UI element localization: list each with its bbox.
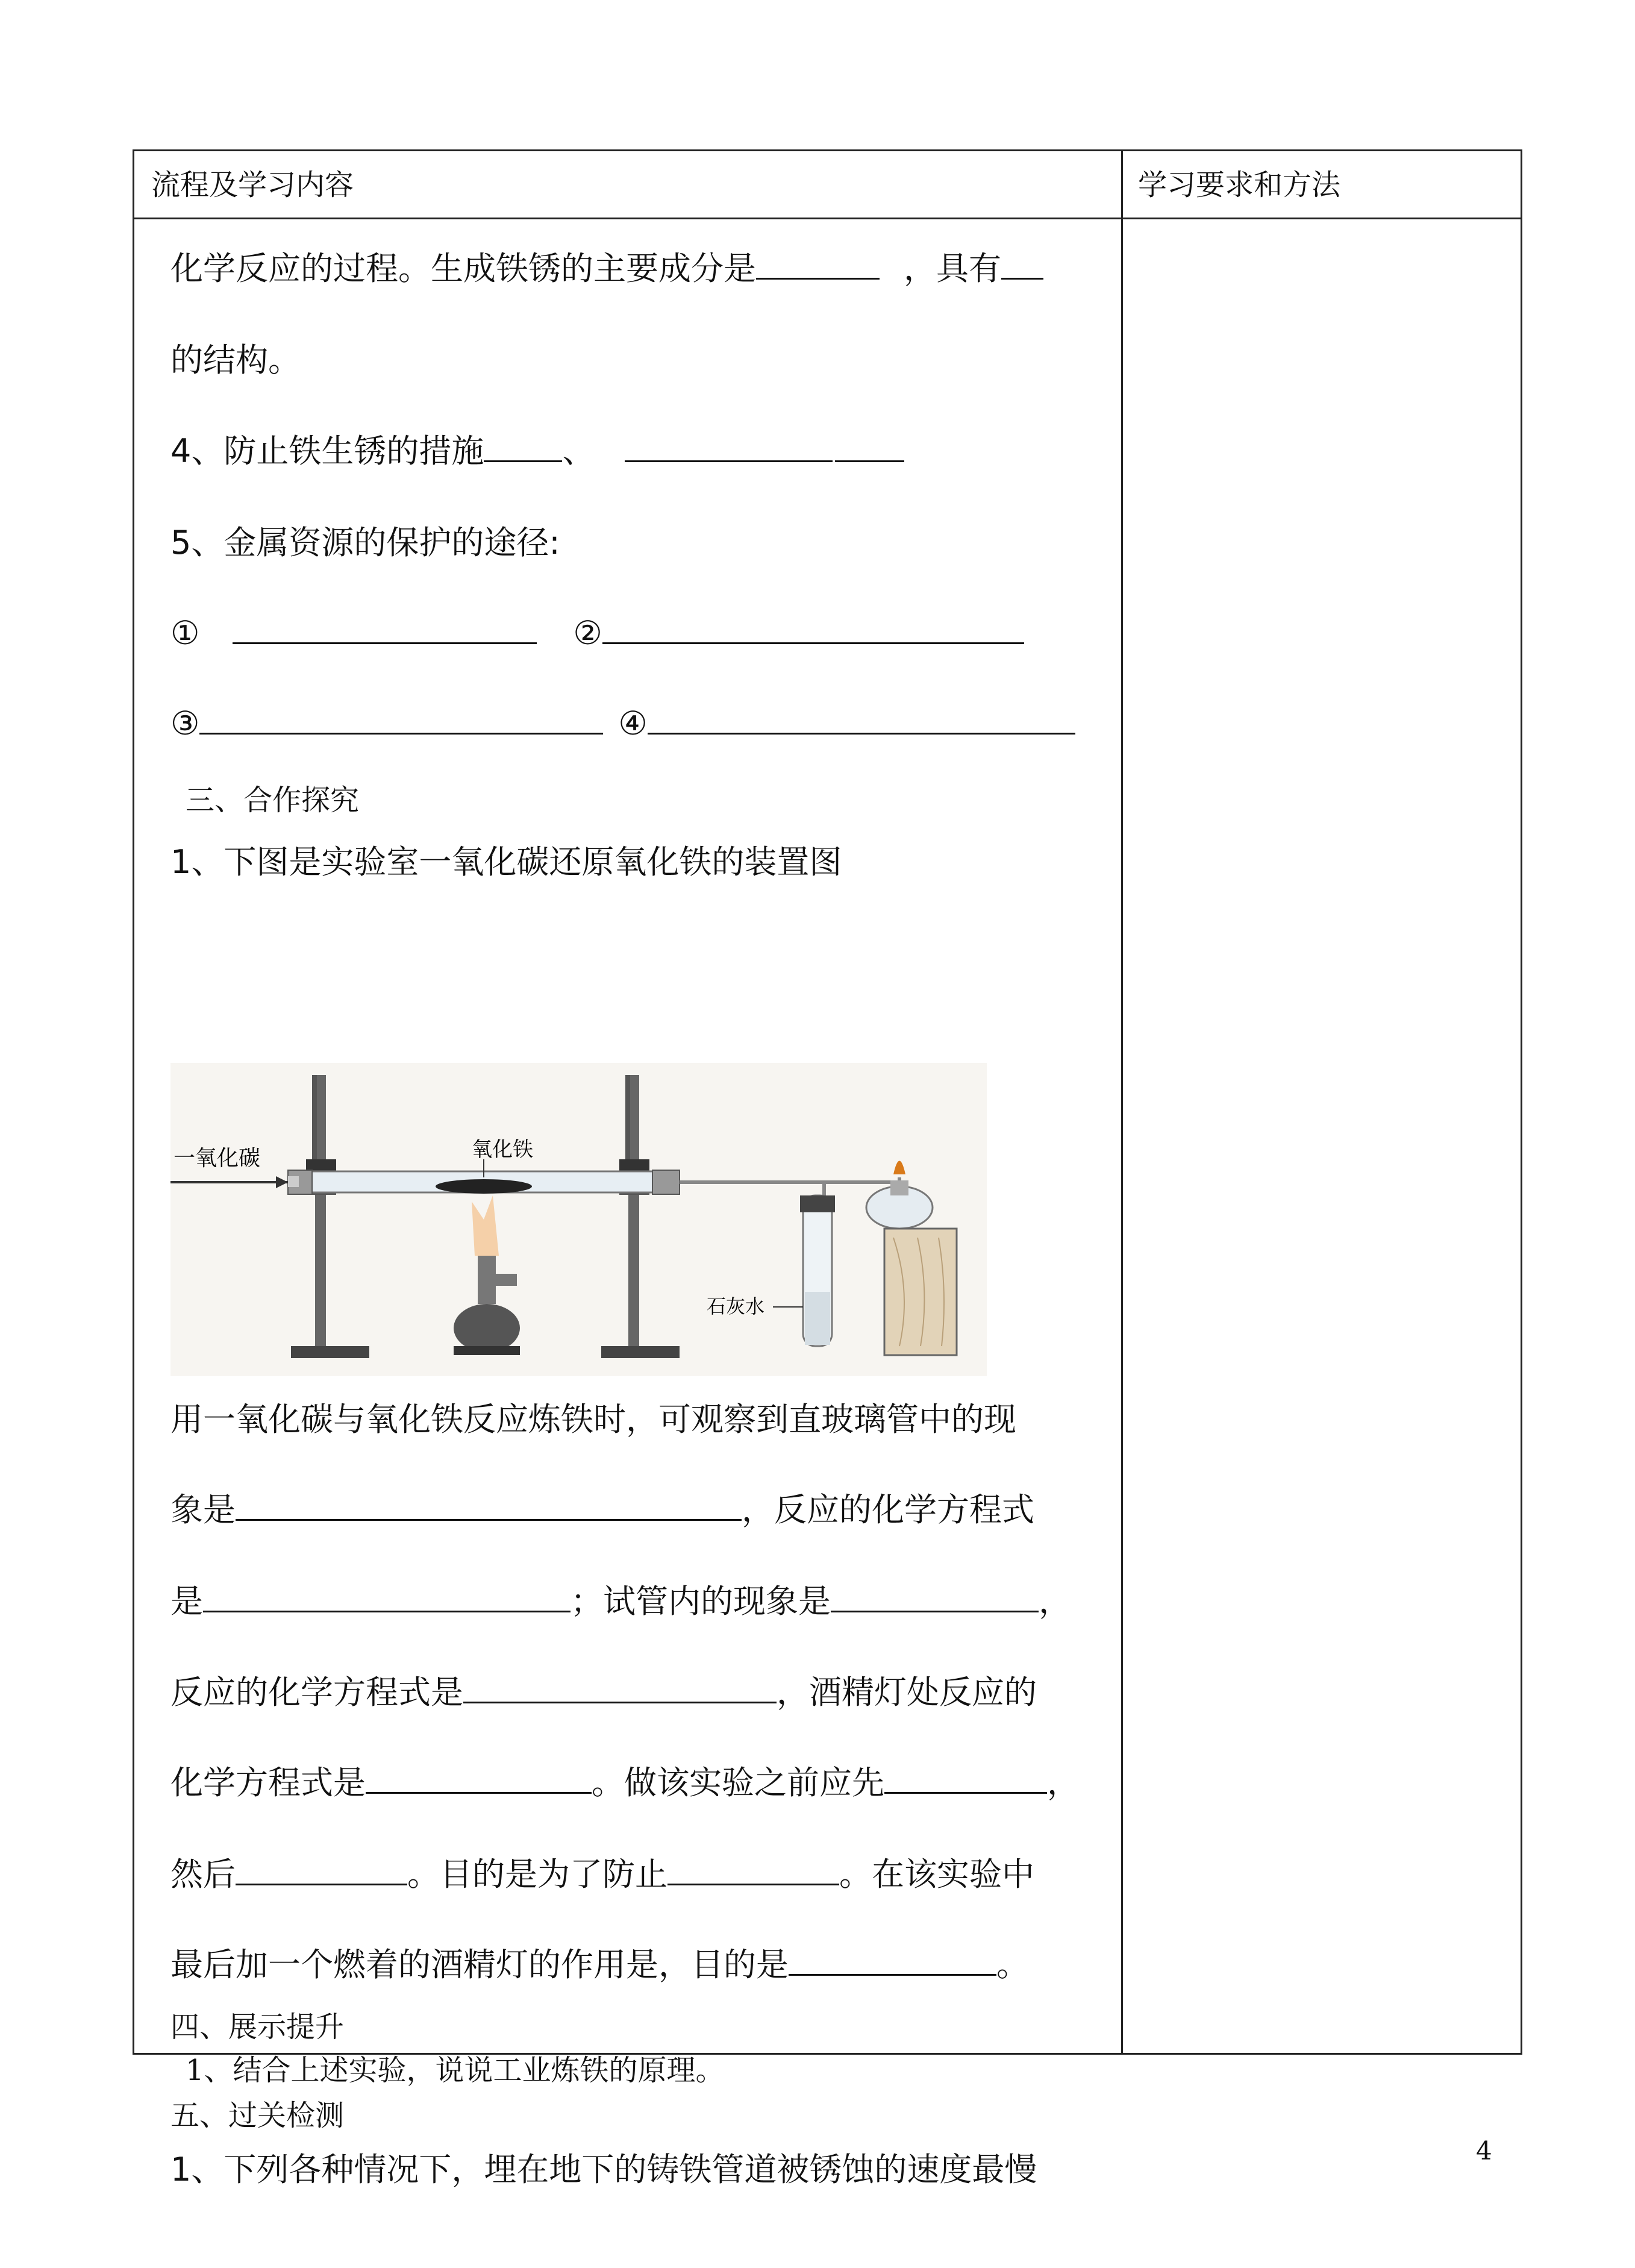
header-right: 学习要求和方法 — [1138, 168, 1341, 202]
circle-two: ② — [573, 614, 602, 652]
content-column — [170, 219, 1110, 2188]
text: 象是 — [170, 1491, 236, 1529]
section-three-heading: 三、合作探究 — [186, 783, 360, 817]
line-p7 — [170, 1943, 1029, 1987]
fe2o3-label: 氧化铁 — [472, 1138, 533, 1162]
text: 然后 — [170, 1855, 236, 1893]
cut-off-question: 1、下列各种情况下，埋在地下的铸铁管道被锈蚀的速度最慢 — [170, 2151, 1037, 2188]
fill-blank[interactable] — [484, 429, 562, 462]
fill-blank[interactable] — [463, 1670, 777, 1703]
text: 。做该实验之前应先 — [592, 1764, 884, 1802]
worksheet-table — [133, 149, 1522, 2188]
fill-blank[interactable] — [1001, 246, 1043, 280]
line-p6 — [170, 1852, 1034, 1897]
fill-blank[interactable] — [203, 1579, 571, 1612]
text: ， — [1039, 1582, 1071, 1620]
section-four-question: 1、结合上述实验，说说工业炼铁的原理。 — [186, 2053, 725, 2087]
question-1: 1、下图是实验室一氧化碳还原氧化铁的装置图 — [170, 843, 842, 881]
fill-blank[interactable] — [233, 611, 537, 644]
line-p2 — [170, 1488, 1034, 1532]
line-2: 的结构。 — [170, 341, 301, 379]
fill-blank[interactable] — [835, 429, 904, 462]
text: 最后加一个燃着的酒精灯的作用是，目的是 — [170, 1946, 789, 1984]
column-divider — [1121, 151, 1123, 2053]
line-5 — [170, 611, 1024, 656]
text: ；试管内的现象是 — [571, 1582, 831, 1620]
text: 化学反应的过程。生成铁锈的主要成分是 — [170, 249, 756, 287]
circle-one: ① — [170, 614, 200, 652]
limewater-label: 石灰水 — [707, 1295, 765, 1318]
text: ，酒精灯处反应的 — [777, 1673, 1037, 1711]
text: 4、防止铁生锈的措施 — [170, 432, 484, 470]
text: 。 — [996, 1946, 1029, 1984]
line-p1: 用一氧化碳与氧化铁反应炼铁时，可观察到直玻璃管中的现 — [170, 1400, 1016, 1438]
line-p5 — [170, 1761, 1080, 1805]
text: ，具有 — [904, 249, 1001, 287]
line-p3 — [170, 1579, 1071, 1624]
text: 反应的化学方程式是 — [170, 1673, 463, 1711]
section-five-heading: 五、过关检测 — [170, 2099, 345, 2132]
line-1 — [170, 246, 1043, 291]
fill-blank[interactable] — [199, 701, 603, 735]
fill-blank[interactable] — [756, 246, 880, 280]
fill-blank[interactable] — [602, 611, 1024, 644]
text: 是 — [170, 1582, 203, 1620]
circle-three: ③ — [170, 704, 200, 742]
fill-blank[interactable] — [667, 1852, 839, 1885]
line-p4 — [170, 1670, 1037, 1715]
fill-blank[interactable] — [236, 1852, 407, 1885]
text: ， — [1047, 1764, 1080, 1802]
co-label: 一氧化碳 — [174, 1146, 261, 1171]
text: ，反应的化学方程式 — [742, 1491, 1034, 1529]
header-left: 流程及学习内容 — [151, 168, 354, 202]
page-number: 4 — [1476, 2136, 1492, 2166]
line-3 — [170, 429, 904, 474]
text: 。目的是为了防止 — [407, 1855, 667, 1893]
fill-blank[interactable] — [648, 701, 1075, 735]
fill-blank[interactable] — [789, 1943, 996, 1976]
fill-blank[interactable] — [236, 1488, 742, 1521]
text: 。在该实验中 — [839, 1855, 1034, 1893]
apparatus-figure — [170, 1063, 987, 1376]
line-4: 5、金属资源的保护的途径: — [170, 524, 560, 562]
section-four-heading: 四、展示提升 — [170, 2010, 345, 2044]
fill-blank[interactable] — [884, 1761, 1047, 1794]
fill-blank[interactable] — [625, 429, 833, 462]
text: 、 — [562, 432, 595, 470]
circle-four: ④ — [618, 704, 648, 742]
fill-blank[interactable] — [831, 1579, 1039, 1612]
fill-blank[interactable] — [366, 1761, 592, 1794]
text: 化学方程式是 — [170, 1764, 366, 1802]
line-6 — [170, 701, 1075, 746]
